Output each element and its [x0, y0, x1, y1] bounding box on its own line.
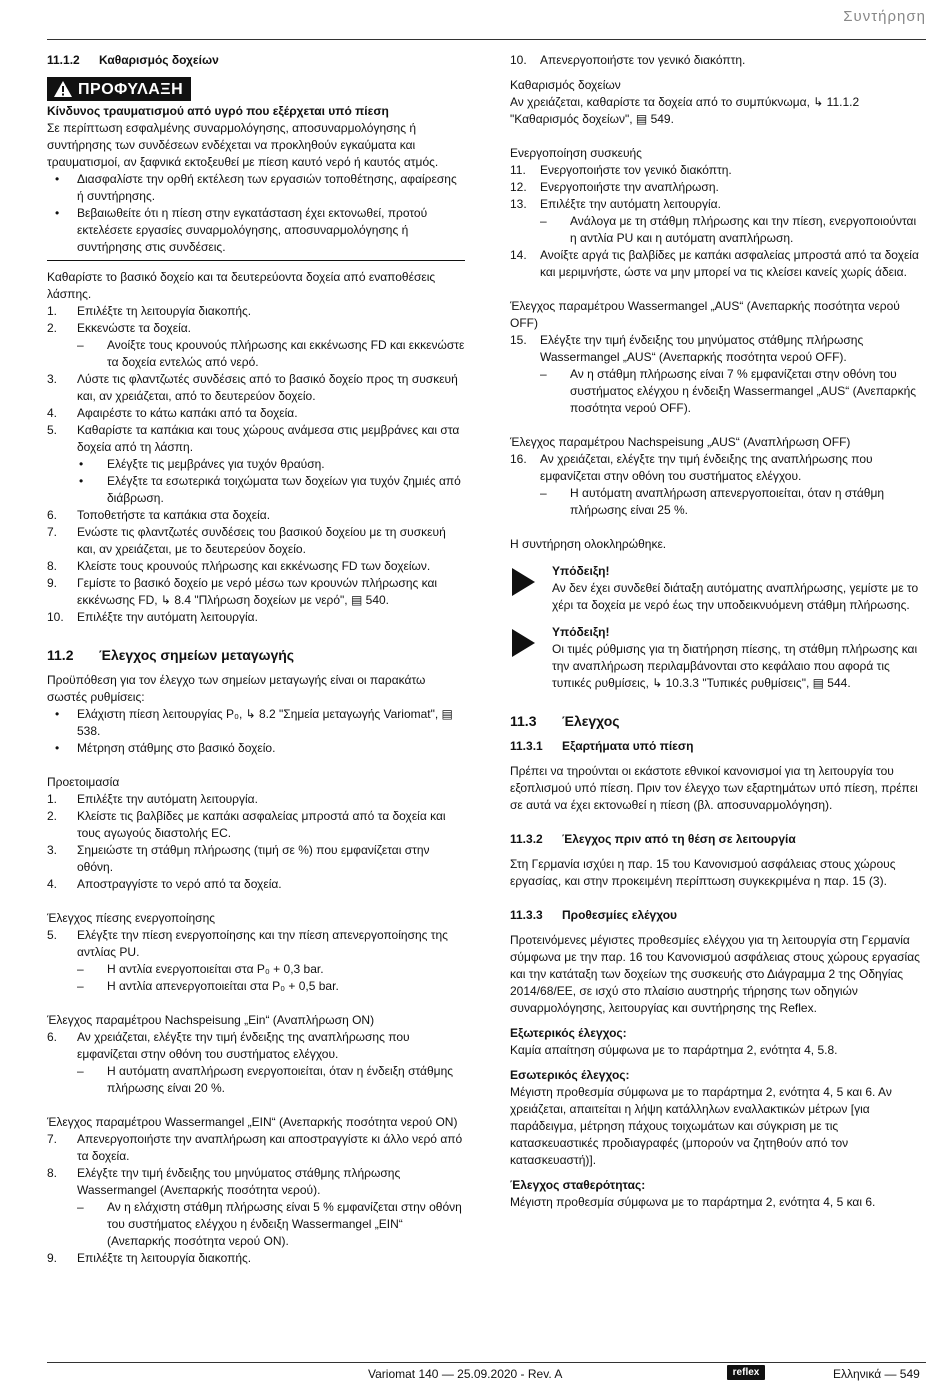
step-15-detail: – Αν η στάθμη πλήρωσης είναι 7 % εμφανίζεται στην οθόνη του συστήματος ελέγχου η ένδειξη Wassermangel „AUS“ (Ανεπαρκής ποσότητα νερού OFF). — [540, 367, 917, 415]
page-header-title: Συντήρηση — [843, 8, 926, 25]
section-11-2-heading: 11.2 Έλεγχος σημείων μεταγωγής — [47, 647, 295, 663]
section-11-3-3-heading: 11.3.3 Προθεσμίες ελέγχου — [510, 908, 678, 922]
step-13-detail: – Ανάλογα με τη στάθμη πλήρωσης και την πίεση, ενεργοποιούνται η αντλία PU και η αυτόματη αναπλήρωση. — [540, 214, 917, 245]
strength-check-text: Μέγιστη προθεσμία σύμφωνα με το παράρτημα 2, ενότητα 4, 5 και 6. — [510, 1195, 876, 1209]
step-5: 5. Καθαρίστε τα καπάκια και τους χώρους ανάμεσα στις μεμβράνες και στα δοχεία από τη λάσπη. — [47, 423, 460, 454]
wassermangel-off-heading: Έλεγχος παραμέτρου Wassermangel „AUS“ (Ανεπαρκής ποσότητα νερού OFF) — [510, 299, 900, 330]
clean-tanks-text: Αν χρειάζεται, καθαρίστε τα δοχεία από το συμπύκνωμα, ↳ 11.1.2 "Καθαρισμός δοχείων", ▤ 549. — [510, 95, 860, 126]
left-column — [47, 52, 465, 1267]
note-text: Οι τιμές ρύθμισης για τη διατήρηση πίεσης, τη στάθμη πλήρωσης και την αναπλήρωση περιλαμβάνονται στο κεφάλαιο που αφορά τις τυπικές ρυθμίσεις, ↳ 10.3.3 "Τυπικές ρυθμίσεις", ▤ 544. — [552, 642, 918, 690]
step-2-detail: – Ανοίξτε τους κρουνούς πλήρωσης και εκκένωσης FD και εκκενώστε τα δοχεία εντελώς από νερό. — [77, 338, 465, 369]
step-9b: 9. Επιλέξτε τη λειτουργία διακοπής. — [47, 1251, 252, 1265]
step-7b: 7. Απενεργοποιήστε την αναπλήρωση και αποστραγγίστε κι άλλο νερό από τα δοχεία. — [47, 1132, 463, 1163]
note-text: Αν δεν έχει συνδεθεί διάταξη αυτόματης αναπλήρωσης, γεμίστε με το χέρι τα δοχεία με νερό έως την υποδεικνυόμενη στάθμη πλήρωσης. — [552, 581, 919, 612]
section-11-3-1-heading: 11.3.1 Εξαρτήματα υπό πίεση — [510, 739, 694, 753]
section-11-3-heading: 11.3 Έλεγχος — [510, 713, 620, 729]
right-column — [510, 52, 926, 1211]
footer-divider — [47, 1362, 926, 1363]
nachspeisung-on-heading: Έλεγχος παραμέτρου Nachspeisung „Ein“ (Αναπλήρωση ON) — [47, 1013, 375, 1027]
reflex-logo: reflex — [727, 1365, 765, 1380]
note-title: Υπόδειξη! — [552, 625, 610, 639]
step-6b: 6. Αν χρειάζεται, ελέγξτε την τιμή ένδειξης της αναπλήρωσης που εμφανίζεται στην οθόνη του συστήματος ελέγχου. — [47, 1030, 410, 1061]
step-1: 1. Επιλέξτε τη λειτουργία διακοπής. — [47, 304, 252, 318]
step-6: 6. Τοποθετήστε τα καπάκια στα δοχεία. — [47, 508, 271, 522]
section-11-1-2-heading — [47, 52, 465, 69]
step-12: 12. Ενεργοποιήστε την αναπλήρωση. — [510, 180, 719, 194]
step-10b: 10. Απενεργοποιήστε τον γενικό διακόπτη. — [510, 53, 746, 67]
warning-box — [47, 77, 465, 261]
pressure-detail: – Η αντλία απενεργοποιείται στα P₀ + 0,5 bar. — [77, 979, 339, 993]
prep-step-3: 3. Σημειώστε τη στάθμη πλήρωσης (τιμή σε %) που εμφανίζεται στην οθόνη. — [47, 843, 430, 874]
nachspeisung-off-heading: Έλεγχος παραμέτρου Nachspeisung „AUS“ (Αναπλήρωση OFF) — [510, 435, 851, 449]
cleaning-intro: Καθαρίστε το βασικό δοχείο και τα δευτερεύοντα δοχεία από εναποθέσεις λάσπης. — [47, 270, 436, 301]
external-check-heading: Εξωτερικός έλεγχος: — [510, 1026, 627, 1040]
step-2: 2. Εκκενώστε τα δοχεία. — [47, 321, 192, 335]
step-11: 11. Ενεργοποιήστε τον γενικό διακόπτη. — [510, 163, 732, 177]
list-item: • Μέτρηση στάθμης στο βασικό δοχείο. — [55, 741, 276, 755]
section-11-3-3-text: Προτεινόμενες μέγιστες προθεσμίες ελέγχου για τη λειτουργία στη Γερμανία σύμφωνα με την παρ. 16 του Κανονισμού ασφάλειας στους χώρους εργασίας και την κατάταξη των δοχείων της συσκευής στο Διάγραμμα 2 της Οδηγίας 2014/68/ΕΕ, σε ισχύ στο πλαίσιο αυστηρής τήρησης των οδηγιών συναρμολόγησης, λειτουργίας και συντήρησης της Reflex. — [510, 933, 920, 1015]
warning-badge-label: ΠΡΟΦΥΛΑΞΗ — [78, 80, 184, 98]
pressure-step-5: 5. Ελέγξτε την πίεση ενεργοποίησης και την πίεση απενεργοποίησης της αντλίας PU. — [47, 928, 448, 959]
warning-text: Σε περίπτωση εσφαλμένης συναρμολόγησης, αποσυναρμολόγησης ή συντήρησης των συνδέσεων ενδέχεται να προκληθούν εγκαύματα και τραυματισμοί, αν ξαφνικά εκτοξευθεί με πίεση καυτό νερό ή καυτός ατμός. — [47, 121, 439, 169]
step-14: 14. Ανοίξτε αργά τις βαλβίδες με καπάκι ασφαλείας μπροστά από τα δοχεία και μεριμνήστε, ώστε να μην μπορεί να τις κλείσει κανείς χωρίς άδεια. — [510, 248, 919, 279]
list-item: • Βεβαιωθείτε ότι η πίεση στην εγκατάσταση έχει εκτονωθεί, προτού εκτελέσετε εργασίες συναρμολόγησης, αποσυναρμολόγησης ή συντήρησης στις συνδέσεις. — [55, 206, 428, 254]
section-number: 11.1.2 — [47, 53, 80, 67]
pressure-check-heading: Έλεγχος πίεσης ενεργοποίησης — [47, 911, 216, 925]
note-title: Υπόδειξη! — [552, 564, 610, 578]
note-1 — [510, 563, 926, 614]
step-5-bullet: • Ελέγξτε τις μεμβράνες για τυχόν θραύση. — [79, 457, 325, 471]
warning-title: Κίνδυνος τραυματισμού από υγρό που εξέρχεται υπό πίεση — [47, 104, 389, 118]
external-check-text: Καμία απαίτηση σύμφωνα με το παράρτημα 2, ενότητα 4, 5.8. — [510, 1043, 838, 1057]
step-6b-detail: – Η αυτόματη αναπλήρωση ενεργοποιείται, όταν η ένδειξη στάθμης πλήρωσης είναι 20 %. — [77, 1064, 454, 1095]
prerequisite-text: Προϋπόθεση για τον έλεγχο των σημείων μεταγωγής είναι οι παρακάτω σωστές ρυθμίσεις: — [47, 673, 426, 704]
step-5-bullet: • Ελέγξτε τα εσωτερικά τοιχώματα των δοχείων για τυχόν ζημιές από διάβρωση. — [79, 474, 461, 505]
section-title: Καθαρισμός δοχείων — [99, 53, 219, 67]
step-3: 3. Λύστε τις φλαντζωτές συνδέσεις από το βασικό δοχείο προς τη συσκευή και, αν χρειάζεται, από το δευτερεύον δοχείο. — [47, 372, 458, 403]
step-4: 4. Αφαιρέστε το κάτω καπάκι από τα δοχεία. — [47, 406, 298, 420]
maintenance-complete: Η συντήρηση ολοκληρώθηκε. — [510, 537, 667, 551]
note-arrow-icon — [510, 567, 536, 597]
list-item: • Ελάχιστη πίεση λειτουργίας P₀, ↳ 8.2 "Σημεία μεταγωγής Variomat", ▤ 538. — [55, 707, 453, 738]
header-divider — [47, 39, 926, 40]
footer-doc-info: Variomat 140 — 25.09.2020 - Rev. A — [368, 1367, 563, 1381]
wassermangel-on-heading: Έλεγχος παραμέτρου Wassermangel „EIN“ (Ανεπαρκής ποσότητα νερού ON) — [47, 1115, 458, 1129]
step-13: 13. Επιλέξτε την αυτόματη λειτουργία. — [510, 197, 721, 211]
note-2 — [510, 624, 926, 692]
step-16: 16. Αν χρειάζεται, ελέγξτε την τιμή ένδειξης της αναπλήρωσης που εμφανίζεται στην οθόνη του συστήματος ελέγχου. — [510, 452, 873, 483]
prep-step-1: 1. Επιλέξτε την αυτόματη λειτουργία. — [47, 792, 258, 806]
step-8: 8. Κλείστε τους κρουνούς πλήρωσης και εκκένωσης FD των δοχείων. — [47, 559, 431, 573]
warning-badge — [47, 77, 191, 101]
step-8b-detail: – Αν η ελάχιστη στάθμη πλήρωσης είναι 5 % εμφανίζεται στην οθόνη του συστήματος ελέγχου η ένδειξη Wassermangel „EIN“ (Ανεπαρκής ποσότητα νερού ON). — [77, 1200, 462, 1248]
step-8b: 8. Ελέγξτε την τιμή ένδειξης του μηνύματος στάθμης πλήρωσης Wassermangel (Ανεπαρκής ποσότητα νερού). — [47, 1166, 401, 1197]
prep-step-2: 2. Κλείστε τις βαλβίδες με καπάκι ασφαλείας μπροστά από τα δοχεία και τους αγωγούς διαστολής EC. — [47, 809, 446, 840]
activation-heading: Ενεργοποίηση συσκευής — [510, 146, 642, 160]
section-11-3-2-text: Στη Γερμανία ισχύει η παρ. 15 του Κανονισμού ασφάλειας στους χώρους εργασίας, και στην προκειμένη περίπτωση συγκεκριμένα η παρ. 15 (3). — [510, 857, 896, 888]
internal-check-heading: Εσωτερικός έλεγχος: — [510, 1068, 630, 1082]
internal-check-text: Μέγιστη προθεσμία σύμφωνα με το παράρτημα 2, ενότητα 4, 5 και 6. Αν χρειάζεται, απαιτείται η λήψη κατάλληλων εναλλακτικών μέτρων [για παράδειγμα, μέτρηση πάχους τοιχωμάτων και σύγκριση με τις κατασκευαστικές προδιαγραφές (μπορούν να ζητηθούν από τον κατασκευαστή)]. — [510, 1085, 892, 1167]
step-10: 10. Επιλέξτε την αυτόματη λειτουργία. — [47, 610, 258, 624]
prep-step-4: 4. Αποστραγγίστε το νερό από τα δοχεία. — [47, 877, 282, 891]
step-7: 7. Ενώστε τις φλαντζωτές συνδέσεις του βασικού δοχείου με τη συσκευή και, αν χρειάζεται, με το δευτερεύον δοχείο. — [47, 525, 446, 556]
warning-icon — [53, 80, 73, 98]
preparation-heading: Προετοιμασία — [47, 775, 120, 789]
pressure-detail: – Η αντλία ενεργοποιείται στα P₀ + 0,3 bar. — [77, 962, 324, 976]
step-9: 9. Γεμίστε το βασικό δοχείο με νερό μέσω των κρουνών πλήρωσης και εκκένωσης FD, ↳ 8.4 "Πλήρωση δοχείων με νερό", ▤ 540. — [47, 576, 438, 607]
footer-page-number: Ελληνικά — 549 — [833, 1367, 920, 1381]
list-item: • Διασφαλίστε την ορθή εκτέλεση των εργασιών τοποθέτησης, αφαίρεσης ή συντήρησης. — [55, 172, 457, 203]
section-11-3-2-heading: 11.3.2 Έλεγχος πριν από τη θέση σε λειτουργία — [510, 832, 796, 846]
section-11-3-1-text: Πρέπει να τηρούνται οι εκάστοτε εθνικοί κανονισμοί για τη λειτουργία του εξοπλισμού υπό πίεση. Πριν τον έλεγχο των εξαρτημάτων υπό πίεση, πρέπει σε αυτά να έχει εκτονωθεί η πίεση (βλ. αποσυναρμολόγηση). — [510, 764, 918, 812]
strength-check-heading: Έλεγχος σταθερότητας: — [510, 1178, 646, 1192]
step-16-detail: – Η αυτόματη αναπλήρωση απενεργοποιείται, όταν η στάθμη πλήρωσης είναι 25 %. — [540, 486, 885, 517]
step-15: 15. Ελέγξτε την τιμή ένδειξης του μηνύματος στάθμης πλήρωσης Wassermangel „AUS“ (Ανεπαρκής ποσότητα νερού OFF). — [510, 333, 864, 364]
clean-tanks-heading: Καθαρισμός δοχείων — [510, 78, 621, 92]
note-arrow-icon — [510, 628, 536, 658]
